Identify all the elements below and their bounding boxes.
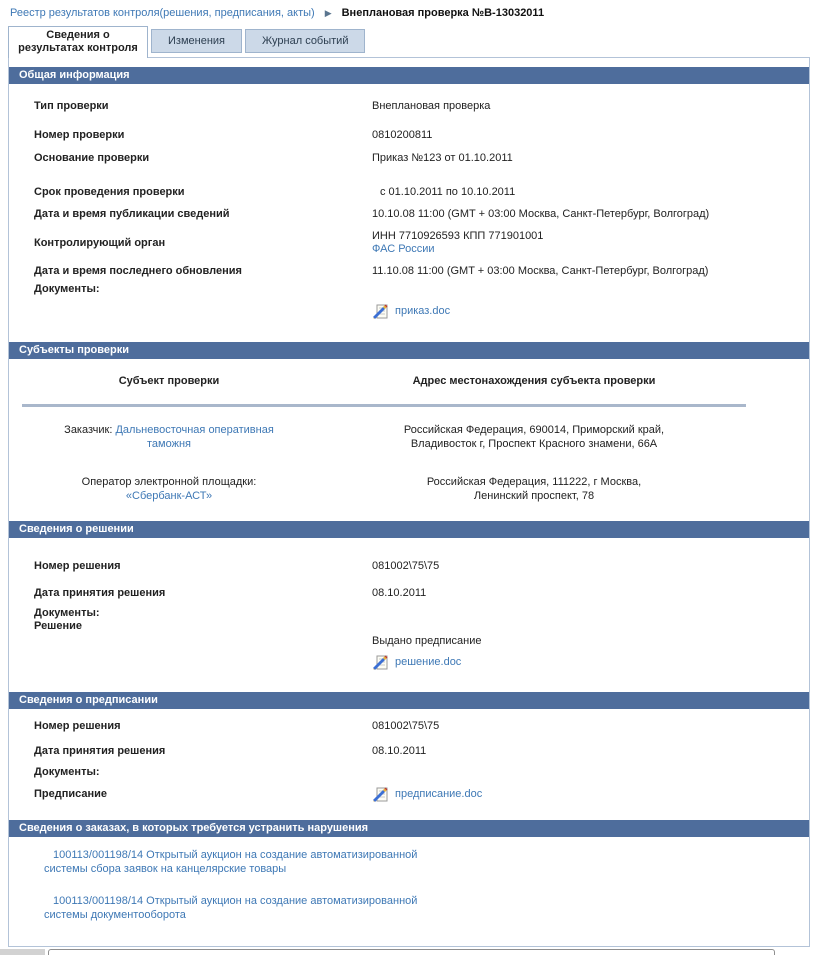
doc-edit-icon (372, 786, 389, 803)
bottom-cutoff-strip (0, 949, 816, 955)
field-label: Номер решения (34, 560, 121, 572)
field-row (9, 186, 809, 199)
field-row (9, 283, 809, 296)
subjects-header-separator (22, 404, 746, 407)
field-label (34, 303, 372, 320)
order-link[interactable]: 100113/001198/14 Открытый аукцион на создание автоматизированной системы документооборота (44, 895, 418, 921)
document-link-row (372, 303, 809, 320)
breadcrumb-arrow-icon: ▶ (324, 8, 332, 18)
field-row (9, 152, 809, 165)
field-label: Документы: (34, 607, 100, 619)
field-label: Тип проверки (34, 100, 109, 112)
tab-bar (8, 26, 816, 57)
section-header-general: Общая информация (9, 67, 809, 84)
field-row (9, 745, 809, 758)
field-value: 10.10.08 11:00 (GMT + 03:00 Москва, Санкт-Петербург, Волгоград) (372, 208, 710, 220)
section-header-orders: Сведения о заказах, в которых требуется устранить нарушения (9, 820, 809, 837)
field-value: Приказ №123 от 01.10.2011 (372, 152, 513, 164)
field-row (9, 786, 809, 803)
field-row (9, 100, 809, 113)
field-value: 08.10.2011 (372, 587, 427, 599)
field-label (34, 654, 372, 671)
subject-column-header: Субъект проверки (118, 375, 220, 387)
subject-address: Российская Федерация, 690014, Приморский край, Владивосток г, Проспект Красного знамени, 66А (403, 424, 665, 450)
inn-kpp-value: ИНН 7710926593 КПП 771901001 (372, 230, 544, 242)
breadcrumb-registry-link[interactable]: Реестр результатов контроля(решения, предписания, акты) (10, 7, 315, 19)
order-doc-link[interactable]: приказ.doc (395, 305, 451, 317)
tab-event-log[interactable]: Журнал событий (245, 29, 365, 53)
field-label (34, 635, 372, 648)
field-row (9, 654, 809, 671)
field-label: Дата принятия решения (34, 745, 166, 757)
field-value: 081002\75\75 (372, 560, 440, 572)
field-label: Номер решения (34, 720, 121, 732)
document-link-row (372, 654, 809, 671)
subject-row (9, 423, 809, 451)
field-row (9, 230, 809, 256)
field-row (9, 303, 809, 320)
field-label: Решение (34, 620, 82, 632)
field-value (372, 283, 809, 296)
field-row (9, 129, 809, 142)
subject-role: Оператор электронной площадки: (81, 476, 257, 488)
field-label: Дата и время последнего обновления (34, 265, 242, 277)
field-value: 081002\75\75 (372, 720, 440, 732)
field-label: Дата и время публикации сведений (34, 208, 230, 220)
subject-row (9, 475, 809, 503)
tab-changes[interactable]: Изменения (151, 29, 242, 53)
prescription-doc-link[interactable]: предписание.doc (395, 788, 483, 800)
page-title: Внеплановая проверка №В-13032011 (341, 7, 545, 19)
field-label: Документы: (34, 766, 100, 778)
cutoff-panel (48, 949, 775, 955)
field-row (9, 766, 809, 779)
field-row (9, 265, 809, 278)
decision-doc-link[interactable]: решение.doc (395, 656, 462, 668)
field-value: с 01.10.2011 по 10.10.2011 (380, 186, 516, 198)
section-header-decision: Сведения о решении (9, 521, 809, 538)
field-label: Контролирующий орган (34, 236, 166, 249)
field-label: Номер проверки (34, 129, 125, 141)
field-label: Предписание (34, 788, 108, 800)
controlling-authority-link[interactable]: ФАС России (372, 243, 435, 255)
field-value (372, 230, 809, 256)
subject-address: Российская Федерация, 111222, г Москва, Ленинский проспект, 78 (426, 476, 642, 502)
section-header-subjects: Субъекты проверки (9, 342, 809, 359)
cutoff-gray-block (0, 949, 45, 955)
field-value: 11.10.08 11:00 (GMT + 03:00 Москва, Санкт-Петербург, Волгоград) (372, 265, 709, 277)
subject-role: Заказчик: (64, 424, 116, 436)
subject-cell (42, 423, 297, 451)
subject-link[interactable]: «Сбербанк-АСТ» (125, 490, 213, 502)
field-row (9, 720, 809, 733)
doc-edit-icon (372, 303, 389, 320)
field-value: 08.10.2011 (372, 745, 427, 757)
field-label: Дата принятия решения (34, 587, 166, 599)
field-row (9, 208, 809, 221)
section-header-prescription: Сведения о предписании (9, 692, 809, 709)
subjects-table-header (9, 375, 809, 388)
field-row (9, 587, 809, 600)
field-row (9, 620, 809, 633)
field-label: Документы: (34, 283, 100, 295)
decision-note: Выдано предписание (372, 635, 482, 647)
field-value: Внеплановая проверка (372, 100, 491, 112)
address-column-header: Адрес местонахождения субъекта проверки (412, 375, 656, 387)
field-row (9, 635, 809, 648)
breadcrumb (0, 0, 816, 19)
field-row (9, 607, 809, 620)
field-label: Основание проверки (34, 152, 150, 164)
field-label: Срок проведения проверки (34, 186, 185, 198)
subject-cell (42, 475, 297, 503)
field-row (9, 560, 809, 573)
order-link[interactable]: 100113/001198/14 Открытый аукцион на создание автоматизированной системы сбора заявок на канцелярские товары (44, 849, 418, 875)
document-link-row (372, 786, 809, 803)
tab-control-results[interactable]: Сведения о результатах контроля (8, 26, 148, 58)
subject-link[interactable]: Дальневосточная оперативная таможня (115, 424, 274, 450)
field-value: 0810200811 (372, 129, 433, 141)
content-panel (8, 57, 810, 947)
doc-edit-icon (372, 654, 389, 671)
